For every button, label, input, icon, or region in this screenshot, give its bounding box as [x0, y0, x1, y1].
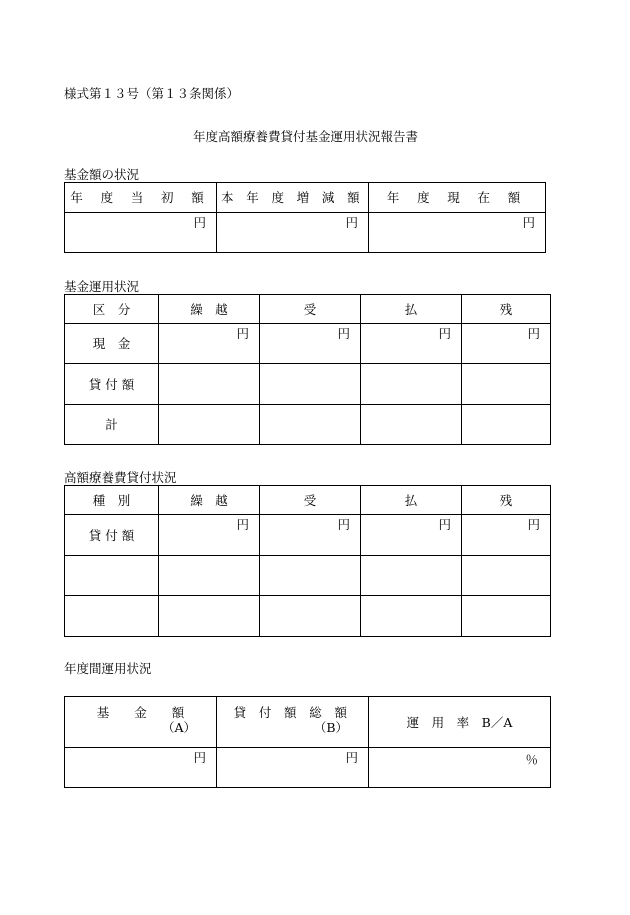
row-label-cash: 現 金	[65, 324, 159, 364]
header-category: 区 分	[65, 295, 159, 324]
cell-empty	[462, 596, 551, 637]
cell-initial-amount: 円	[65, 213, 217, 253]
annual-operation-table	[64, 696, 551, 788]
cell-unit: 円	[159, 324, 260, 364]
cell-operation-rate: ％	[369, 748, 551, 788]
row-label-blank	[65, 556, 159, 596]
header-balance: 残	[462, 486, 551, 515]
cell-empty	[462, 556, 551, 596]
header-type: 種 別	[65, 486, 159, 515]
loan-status-table	[64, 485, 551, 637]
header-balance: 残	[462, 295, 551, 324]
cell-total-loans: 円	[217, 748, 369, 788]
cell-unit: 円	[159, 515, 260, 556]
header-received: 受	[260, 486, 361, 515]
header-carryover: 繰 越	[159, 295, 260, 324]
cell-empty	[361, 364, 462, 405]
cell-empty	[260, 596, 361, 637]
cell-empty	[159, 596, 260, 637]
row-label-loans: 貸 付 額	[65, 364, 159, 405]
cell-empty	[159, 556, 260, 596]
section-heading-annual-operation: 年度間運用状況	[64, 661, 152, 676]
header-current-amount: 年 度 現 在 額	[369, 183, 546, 213]
header-paid: 払	[361, 295, 462, 324]
cell-fund-amount: 円	[65, 748, 217, 788]
header-fund-amount-a: 基 金 額 （A）	[65, 697, 217, 748]
header-change-amount: 本 年 度 増 減 額	[217, 183, 369, 213]
form-number: 様式第１３号（第１３条関係）	[64, 86, 240, 101]
header-initial-amount: 年 度 当 初 額	[65, 183, 217, 213]
header-operation-rate: 運 用 率 B／A	[369, 697, 551, 748]
cell-empty	[260, 405, 361, 445]
cell-empty	[361, 405, 462, 445]
cell-empty	[260, 556, 361, 596]
fund-operation-table	[64, 294, 551, 445]
section-heading-fund-operation: 基金運用状況	[64, 279, 140, 294]
cell-unit: 円	[462, 324, 551, 364]
row-label-loans: 貸 付 額	[65, 515, 159, 556]
header-paid: 払	[361, 486, 462, 515]
cell-empty	[462, 364, 551, 405]
section-heading-fund-amount: 基金額の状況	[64, 167, 140, 182]
cell-empty	[159, 364, 260, 405]
cell-unit: 円	[260, 515, 361, 556]
fund-amount-table	[64, 182, 546, 253]
header-carryover: 繰 越	[159, 486, 260, 515]
cell-unit: 円	[260, 324, 361, 364]
cell-empty	[361, 556, 462, 596]
cell-empty	[260, 364, 361, 405]
cell-unit: 円	[361, 515, 462, 556]
section-heading-loan-status: 高額療養費貸付状況	[64, 470, 177, 485]
row-label-total: 計	[65, 405, 159, 445]
header-total-loans-b: 貸 付 額 総 額 （B）	[217, 697, 369, 748]
page-title: 年度高額療養費貸付基金運用状況報告書	[193, 129, 419, 144]
cell-empty	[462, 405, 551, 445]
cell-current-amount: 円	[369, 213, 546, 253]
header-received: 受	[260, 295, 361, 324]
cell-unit: 円	[462, 515, 551, 556]
cell-empty	[361, 596, 462, 637]
cell-empty	[159, 405, 260, 445]
row-label-blank	[65, 596, 159, 637]
cell-unit: 円	[361, 324, 462, 364]
cell-change-amount: 円	[217, 213, 369, 253]
